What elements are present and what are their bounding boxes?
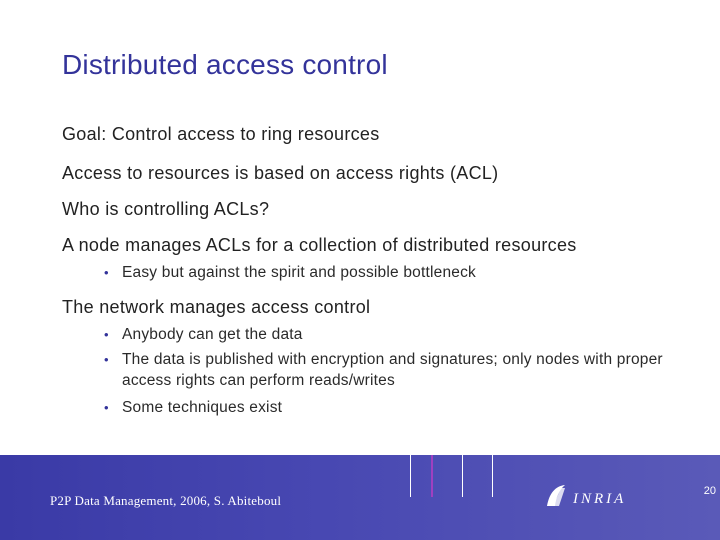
paragraph-who-controls: Who is controlling ACLs?	[62, 199, 270, 219]
list-item	[62, 349, 682, 391]
paragraph-goal: Goal: Control access to ring resources	[62, 124, 380, 144]
list-item	[62, 397, 702, 418]
network-bullet-list	[62, 324, 702, 418]
footer-bar	[0, 455, 720, 540]
footer-divider	[492, 455, 493, 497]
list-item-text: The data is published with encryption and signatures; only nodes with proper access rights can perform reads/writes	[122, 351, 663, 389]
footer-divider	[410, 455, 411, 497]
list-item-text: Anybody can get the data	[122, 326, 303, 343]
list-item-text: Some techniques exist	[122, 399, 283, 416]
inria-logo	[543, 482, 643, 510]
bullet-icon: •	[104, 352, 109, 367]
footer-divider	[462, 455, 463, 497]
bullet-icon: •	[104, 400, 109, 415]
paragraph-access-rights: Access to resources is based on access rights (ACL)	[62, 163, 499, 183]
inria-logo-text: INRIA	[573, 491, 627, 507]
list-item	[62, 262, 476, 283]
list-item-text: Easy but against the spirit and possible bottleneck	[122, 264, 476, 281]
node-bullet-list	[62, 262, 476, 283]
slide-title: Distributed access control	[62, 49, 388, 80]
paragraph-node-manages: A node manages ACLs for a collection of distributed resources	[62, 235, 577, 255]
paragraph-network-manages: The network manages access control	[62, 297, 371, 317]
footer-accent-divider	[431, 455, 433, 497]
bullet-icon: •	[104, 265, 109, 280]
list-item	[62, 324, 702, 345]
footer-citation: P2P Data Management, 2006, S. Abiteboul	[50, 493, 282, 508]
bullet-icon: •	[104, 327, 109, 342]
page-number: 20	[703, 485, 716, 497]
